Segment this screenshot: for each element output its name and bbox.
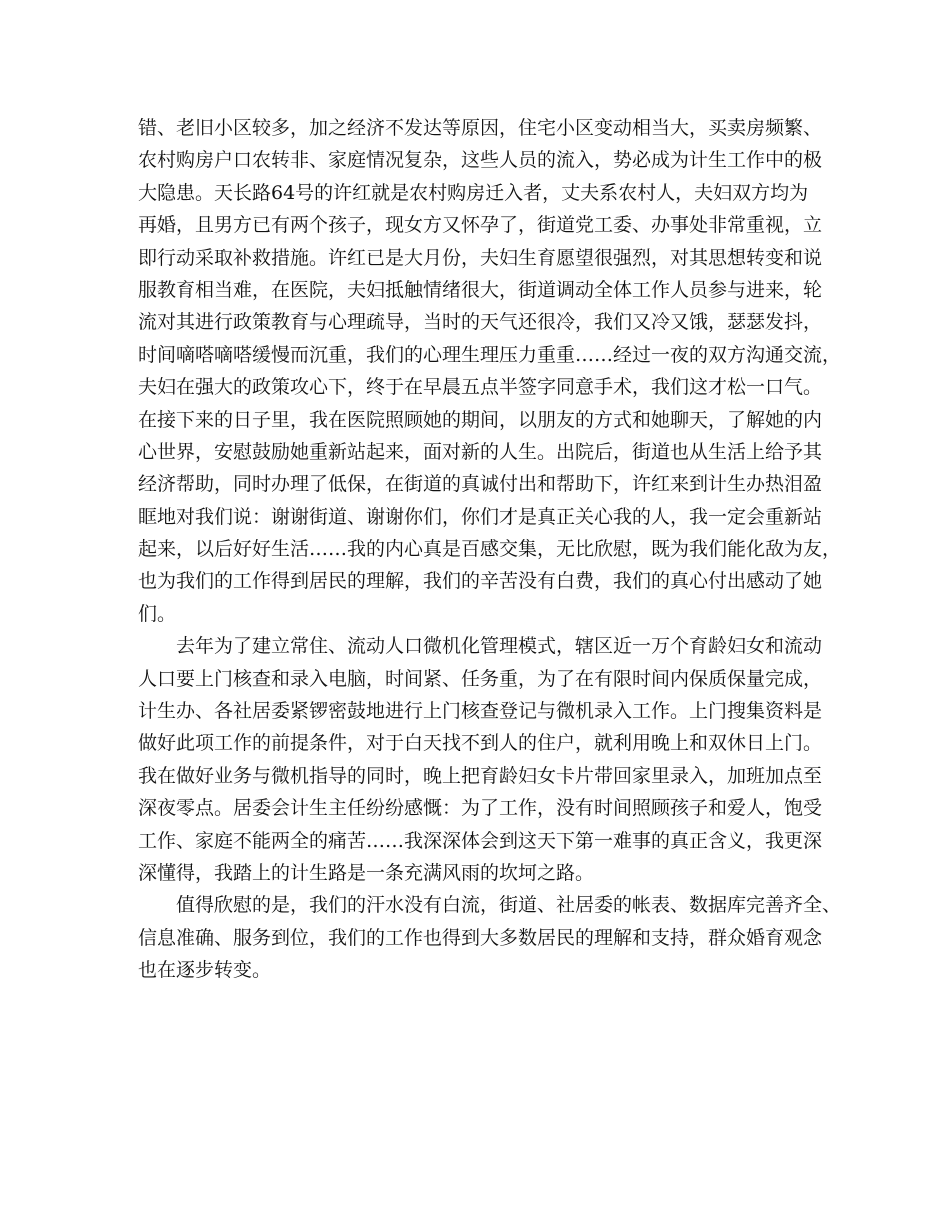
text-line: 工作、家庭不能两全的痛苦……我深深体会到这天下第一难事的真正含义，我更深	[138, 829, 823, 852]
text-line: 人口要上门核查和录入电脑，时间紧、任务重，为了在有限时间内保质保量完成，	[138, 667, 823, 690]
paragraph-1	[138, 112, 842, 630]
text-line: 计生办、各社居委紧锣密鼓地进行上门核查登记与微机录入工作。上门搜集资料是	[138, 700, 823, 723]
text-line: 值得欣慰的是，我们的汗水没有白流，街道、社居委的帐表、数据库完善齐全、	[176, 894, 842, 917]
text-line: 错、老旧小区较多，加之经济不发达等原因，住宅小区变动相当大，买卖房频繁、	[138, 117, 823, 139]
text-line: 也在逐步转变。	[138, 959, 272, 982]
text-line: 即行动采取补救措施。许红已是大月份，夫妇生育愿望很强烈，对其思想转变和说	[138, 246, 823, 269]
text-line: 服教育相当难，在医院，夫妇抵触情绪很大，街道调动全体工作人员参与进来，轮	[138, 278, 823, 301]
text-line: 深夜零点。居委会计生主任纷纷感慨：为了工作，没有时间照顾孩子和爱人，饱受	[138, 797, 823, 820]
paragraph-3	[138, 889, 842, 986]
text-line: 起来，以后好好生活……我的内心真是百感交集，无比欣慰，既为我们能化敌为友，	[138, 538, 842, 561]
text-line: 们。	[138, 602, 177, 625]
text-line: 心世界，安慰鼓励她重新站起来，面对新的人生。出院后，街道也从生活上给予其	[138, 440, 823, 463]
text-line: 夫妇在强大的政策攻心下，终于在早晨五点半签字同意手术，我们这才松一口气。	[138, 376, 823, 399]
text-line: 信息准确、服务到位，我们的工作也得到大多数居民的理解和支持，群众婚育观念	[138, 926, 823, 949]
paragraph-2	[138, 630, 828, 889]
text-line: 农村购房户口农转非、家庭情况复杂，这些人员的流入，势必成为计生工作中的极	[138, 149, 823, 172]
text-line: 在接下来的日子里，我在医院照顾她的期间，以朋友的方式和她聊天，了解她的内	[138, 408, 823, 431]
text-line: 也为我们的工作得到居民的理解，我们的辛苦没有白费，我们的真心付出感动了她	[138, 570, 823, 593]
text-line: 我在做好业务与微机指导的同时，晚上把育龄妇女卡片带回家里录入，加班加点至	[138, 764, 823, 787]
text-line: 眶地对我们说：谢谢街道、谢谢你们，你们才是真正关心我的人，我一定会重新站	[138, 505, 823, 528]
text-line: 流对其进行政策教育与心理疏导，当时的天气还很冷，我们又冷又饿，瑟瑟发抖，	[138, 311, 823, 334]
body-text	[138, 112, 842, 987]
text-line: 做好此项工作的前提条件，对于白天找不到人的住户，就利用晚上和双休日上门。	[138, 732, 823, 755]
text-line: 时间嘀嗒嘀嗒缓慢而沉重，我们的心理生理压力重重……经过一夜的双方沟通交流，	[138, 343, 842, 366]
text-line: 大隐患。天长路64号的许红就是农村购房迁入者，丈夫系农村人，夫妇双方均为	[138, 181, 809, 204]
text-line: 经济帮助，同时办理了低保，在街道的真诚付出和帮助下，许红来到计生办热泪盈	[138, 473, 823, 496]
text-line: 再婚，且男方已有两个孩子，现女方又怀孕了，街道党工委、办事处非常重视，立	[138, 214, 823, 237]
text-line: 去年为了建立常住、流动人口微机化管理模式，辖区近一万个育龄妇女和流动	[176, 635, 823, 658]
text-line: 深懂得，我踏上的计生路是一条充满风雨的坎坷之路。	[138, 861, 595, 884]
